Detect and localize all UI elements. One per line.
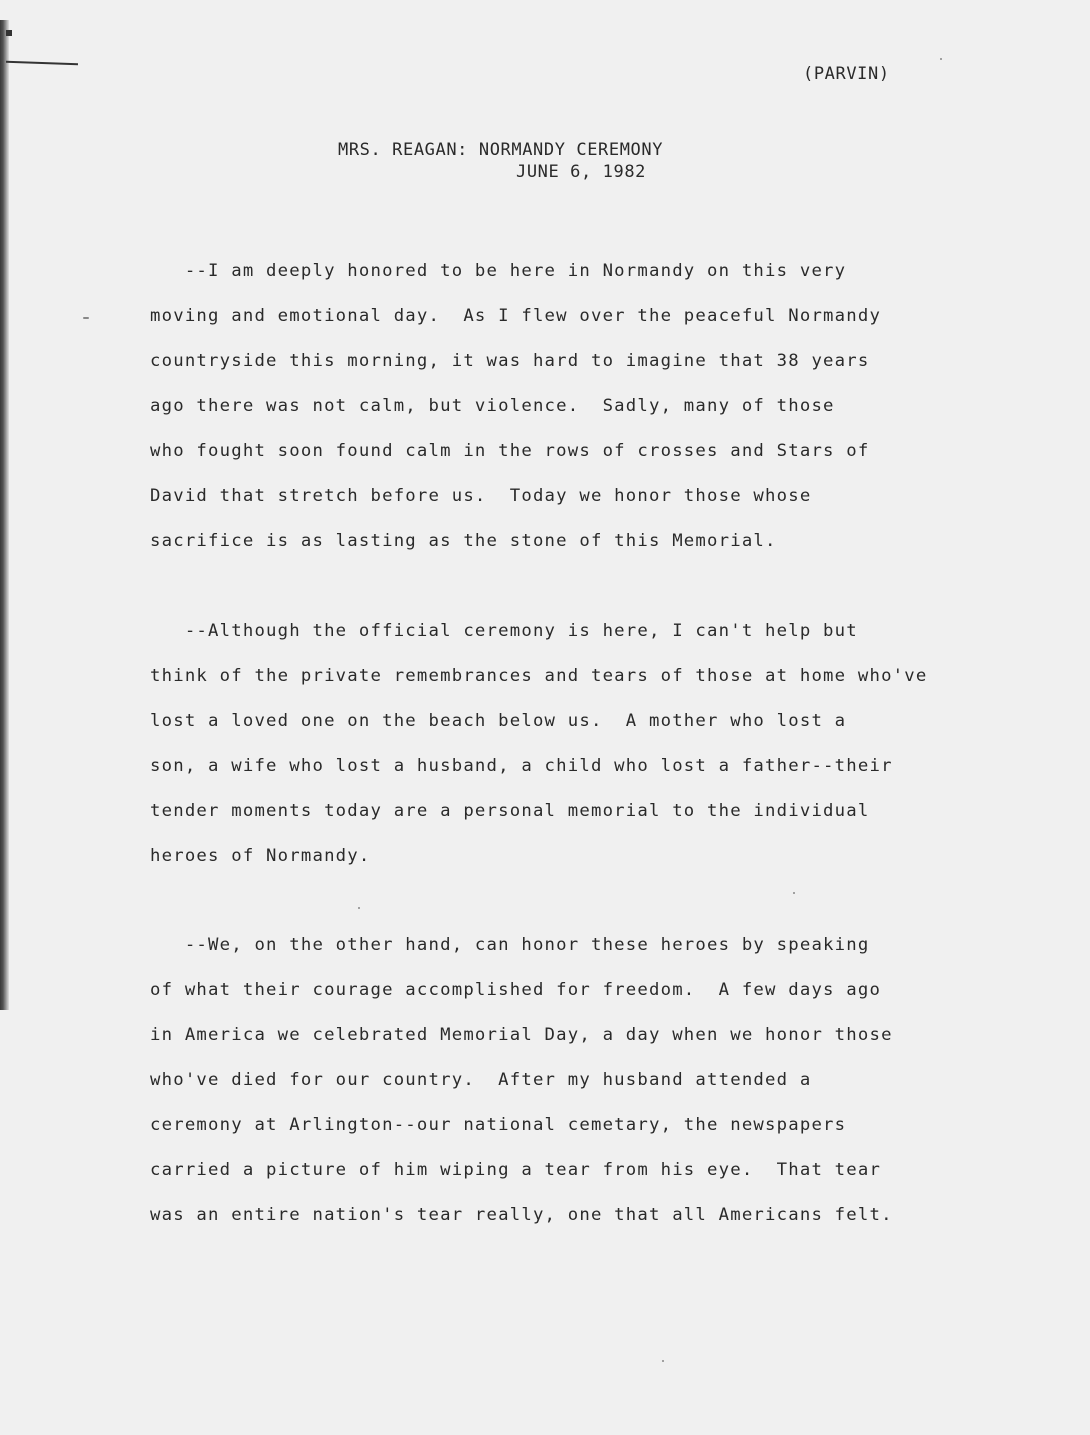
text-line: ceremony at Arlington--our national cemetary, the newspapers [150, 1115, 847, 1135]
title-line-2: JUNE 6, 1982 [516, 162, 647, 182]
scan-edge [0, 20, 9, 1010]
text-line: --I am deeply honored to be here in Normandy on this very [150, 261, 847, 281]
text-line: in America we celebrated Memorial Day, a day when we honor those [150, 1025, 893, 1045]
text-line: countryside this morning, it was hard to imagine that 38 years [150, 351, 870, 371]
scan-speck [358, 907, 360, 909]
text-line: heroes of Normandy. [150, 846, 371, 866]
text-line: tender moments today are a personal memorial to the individual [150, 801, 870, 821]
text-line: carried a picture of him wiping a tear from his eye. That tear [150, 1160, 882, 1180]
text-line: ago there was not calm, but violence. Sadly, many of those [150, 396, 835, 416]
text-line: think of the private remembrances and tears of those at home who've [150, 666, 928, 686]
scan-speck [793, 892, 795, 894]
paragraph-1 [150, 249, 1075, 564]
scan-mark [6, 30, 12, 36]
text-line: --We, on the other hand, can honor these heroes by speaking [150, 935, 870, 955]
document-reference: (PARVIN) [803, 64, 890, 84]
text-line: sacrifice is as lasting as the stone of this Memorial. [150, 531, 777, 551]
text-line: who've died for our country. After my husband attended a [150, 1070, 812, 1090]
text-line: who fought soon found calm in the rows of crosses and Stars of [150, 441, 870, 461]
text-line: --Although the official ceremony is here, I can't help but [150, 621, 858, 641]
text-line: lost a loved one on the beach below us. A mother who lost a [150, 711, 847, 731]
title-line-1: MRS. REAGAN: NORMANDY CEREMONY [338, 140, 664, 160]
text-line: son, a wife who lost a husband, a child who lost a father--their [150, 756, 893, 776]
scan-speck [940, 58, 942, 60]
scan-mark [6, 61, 78, 66]
paragraph-2 [150, 609, 1075, 879]
text-line: David that stretch before us. Today we honor those whose [150, 486, 812, 506]
text-line: of what their courage accomplished for freedom. A few days ago [150, 980, 882, 1000]
scan-speck [662, 1360, 664, 1362]
text-line: was an entire nation's tear really, one that all Americans felt. [150, 1205, 893, 1225]
document-title [338, 139, 663, 183]
scan-speck [83, 317, 89, 319]
text-line: moving and emotional day. As I flew over the peaceful Normandy [150, 306, 882, 326]
paragraph-3 [150, 923, 1075, 1238]
